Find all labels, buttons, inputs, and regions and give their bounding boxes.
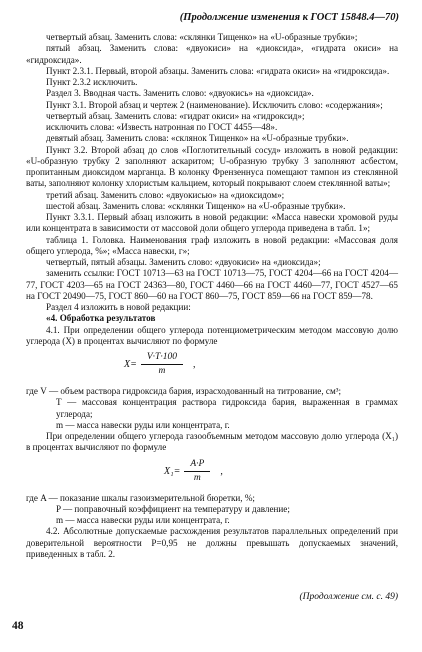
paragraph: третий абзац. Заменить слово: «двуокисью» на «диоксидом»; [46, 189, 285, 200]
paragraph: пятый абзац. Заменить слова: «двуокиси» на «диоксида», «гидрата окиси» на «гидроксида». [26, 43, 398, 65]
paragraph: 4.1. При определении общего углерода потенциометрическим методом массовую долю углерода (X) в процентах вычисляют по формуле [26, 324, 398, 346]
paragraph: таблица 1. Головка. Наименования граф изложить в новой редакции: «Массовая доля общего углерода, %»; «Масса навески, г»; [26, 234, 398, 256]
paragraph: Пункт 3.3.1. Первый абзац изложить в новой редакции: «Масса навески хромовой руды или концентрата в зависимости от массовой доли общего углерода приведена в табл. 1»; [26, 212, 398, 234]
paragraph: Пункт 3.1. Второй абзац и чертеж 2 (наименование). Исключить слово: «содержания»; [46, 99, 383, 110]
formula-denominator: m [193, 472, 201, 483]
paragraph: исключить слова: «Известь натронная по ГОСТ 4455—48». [46, 122, 278, 132]
formula-legend-item: где A — показание шкалы газоизмерительной бюретки, %; [26, 492, 255, 503]
formula-fraction [184, 459, 210, 485]
paragraph: При определении общего углерода газообъемным методом массовую долю углерода (X₁) в процентах вычисляют по формуле [26, 431, 398, 453]
formula-legend-item: m — масса навески руды или концентрата, г. [56, 515, 230, 525]
formula-numerator: A·P [184, 459, 210, 472]
formula-lhs: X₁= [164, 465, 181, 477]
formula-lhs: X= [124, 359, 137, 371]
paragraph: Пункт 2.3.1. Первый, второй абзацы. Заменить слова: «гидрата окиси» на «гидроксида». [46, 65, 390, 76]
formula-numerator: V·T·100 [141, 352, 183, 365]
formula-fraction [141, 352, 183, 378]
continuation-note: (Продолжение см. с. 49) [299, 592, 398, 602]
paragraph: четвертый абзац. Заменить слова: «гидрат окиси» на «гидроксид»; [46, 110, 305, 121]
formula-legend-item: m — масса навески руды или концентрата, г. [56, 419, 230, 430]
formula-trail: , [192, 359, 196, 371]
paragraph: 4.2. Абсолютные допускаемые расхождения результатов параллельных определений при доверительной вероятности P=0,95 не должны превышать допускаемых значений, приведенных в табл. 2. [26, 526, 398, 559]
section-heading: «4. Обработка результатов [46, 313, 156, 324]
document-body [26, 32, 398, 560]
paragraph: Раздел 3. Вводная часть. Заменить слово: «двуокись» на «диоксида». [46, 88, 314, 99]
paragraph: шестой абзац. Заменить слова: «склянки Тищенко» на «U-образные трубки». [46, 200, 346, 211]
formula-carbon-potentiometric [26, 350, 398, 384]
formula-denominator: m [158, 366, 166, 377]
paragraph: Пункт 2.3.2 исключить. [46, 77, 138, 87]
page-header: (Продолжение изменения к ГОСТ 15848.4—70) [179, 12, 399, 23]
paragraph: Пункт 3.2. Второй абзац до слов «Поглотительный сосуд» изложить в новой редакции: «U-образную трубку 2 заполняют аскаритом; U-образную трубку 3 заполняют асбестом, пропитанным диоксидом марганца. В колонку Френзеннуса помещают тампон из стеклянной ваты, заполняют колонку хлористым кальцием, который покрывают слоем стеклянной ваты»; [26, 144, 398, 189]
paragraph: Раздел 4 изложить в новой редакции: [46, 302, 191, 312]
paragraph: четвертый, пятый абзацы. Заменить слово: «двуокиси» на «диоксида»; [46, 257, 321, 267]
formula-trail: , [220, 465, 223, 477]
paragraph: девятый абзац. Заменить слова: «склянок Тищенко» на «U-образные трубки». [46, 133, 349, 144]
formula-carbon-gasvolumetric [26, 457, 398, 491]
paragraph: заменить ссылки: ГОСТ 10713—63 на ГОСТ 10713—75, ГОСТ 4204—66 на ГОСТ 4204—77, ГОСТ 4203—65 на ГОСТ 24363—80, ГОСТ 4460—66 на ГОСТ 4460—77, ГОСТ 4527—65 на ГОСТ 20490—75, ГОСТ 860—60 на ГОСТ 860—75, ГОСТ 859—66 на ГОСТ 859—78. [26, 268, 398, 301]
formula-legend-item: P — поправочный коэффициент на температуру и давление; [56, 503, 290, 514]
page-number: 48 [12, 620, 24, 632]
formula-legend-item: T — массовая концентрация раствора гидроксида бария, выраженная в граммах углерода; [56, 397, 398, 419]
paragraph: четвертый абзац. Заменить слова: «склянки Тищенко» на «U-образные трубки»; [46, 32, 358, 42]
formula-legend-item: где V — объем раствора гидроксида бария, израсходованный на титрование, см³; [26, 386, 342, 396]
